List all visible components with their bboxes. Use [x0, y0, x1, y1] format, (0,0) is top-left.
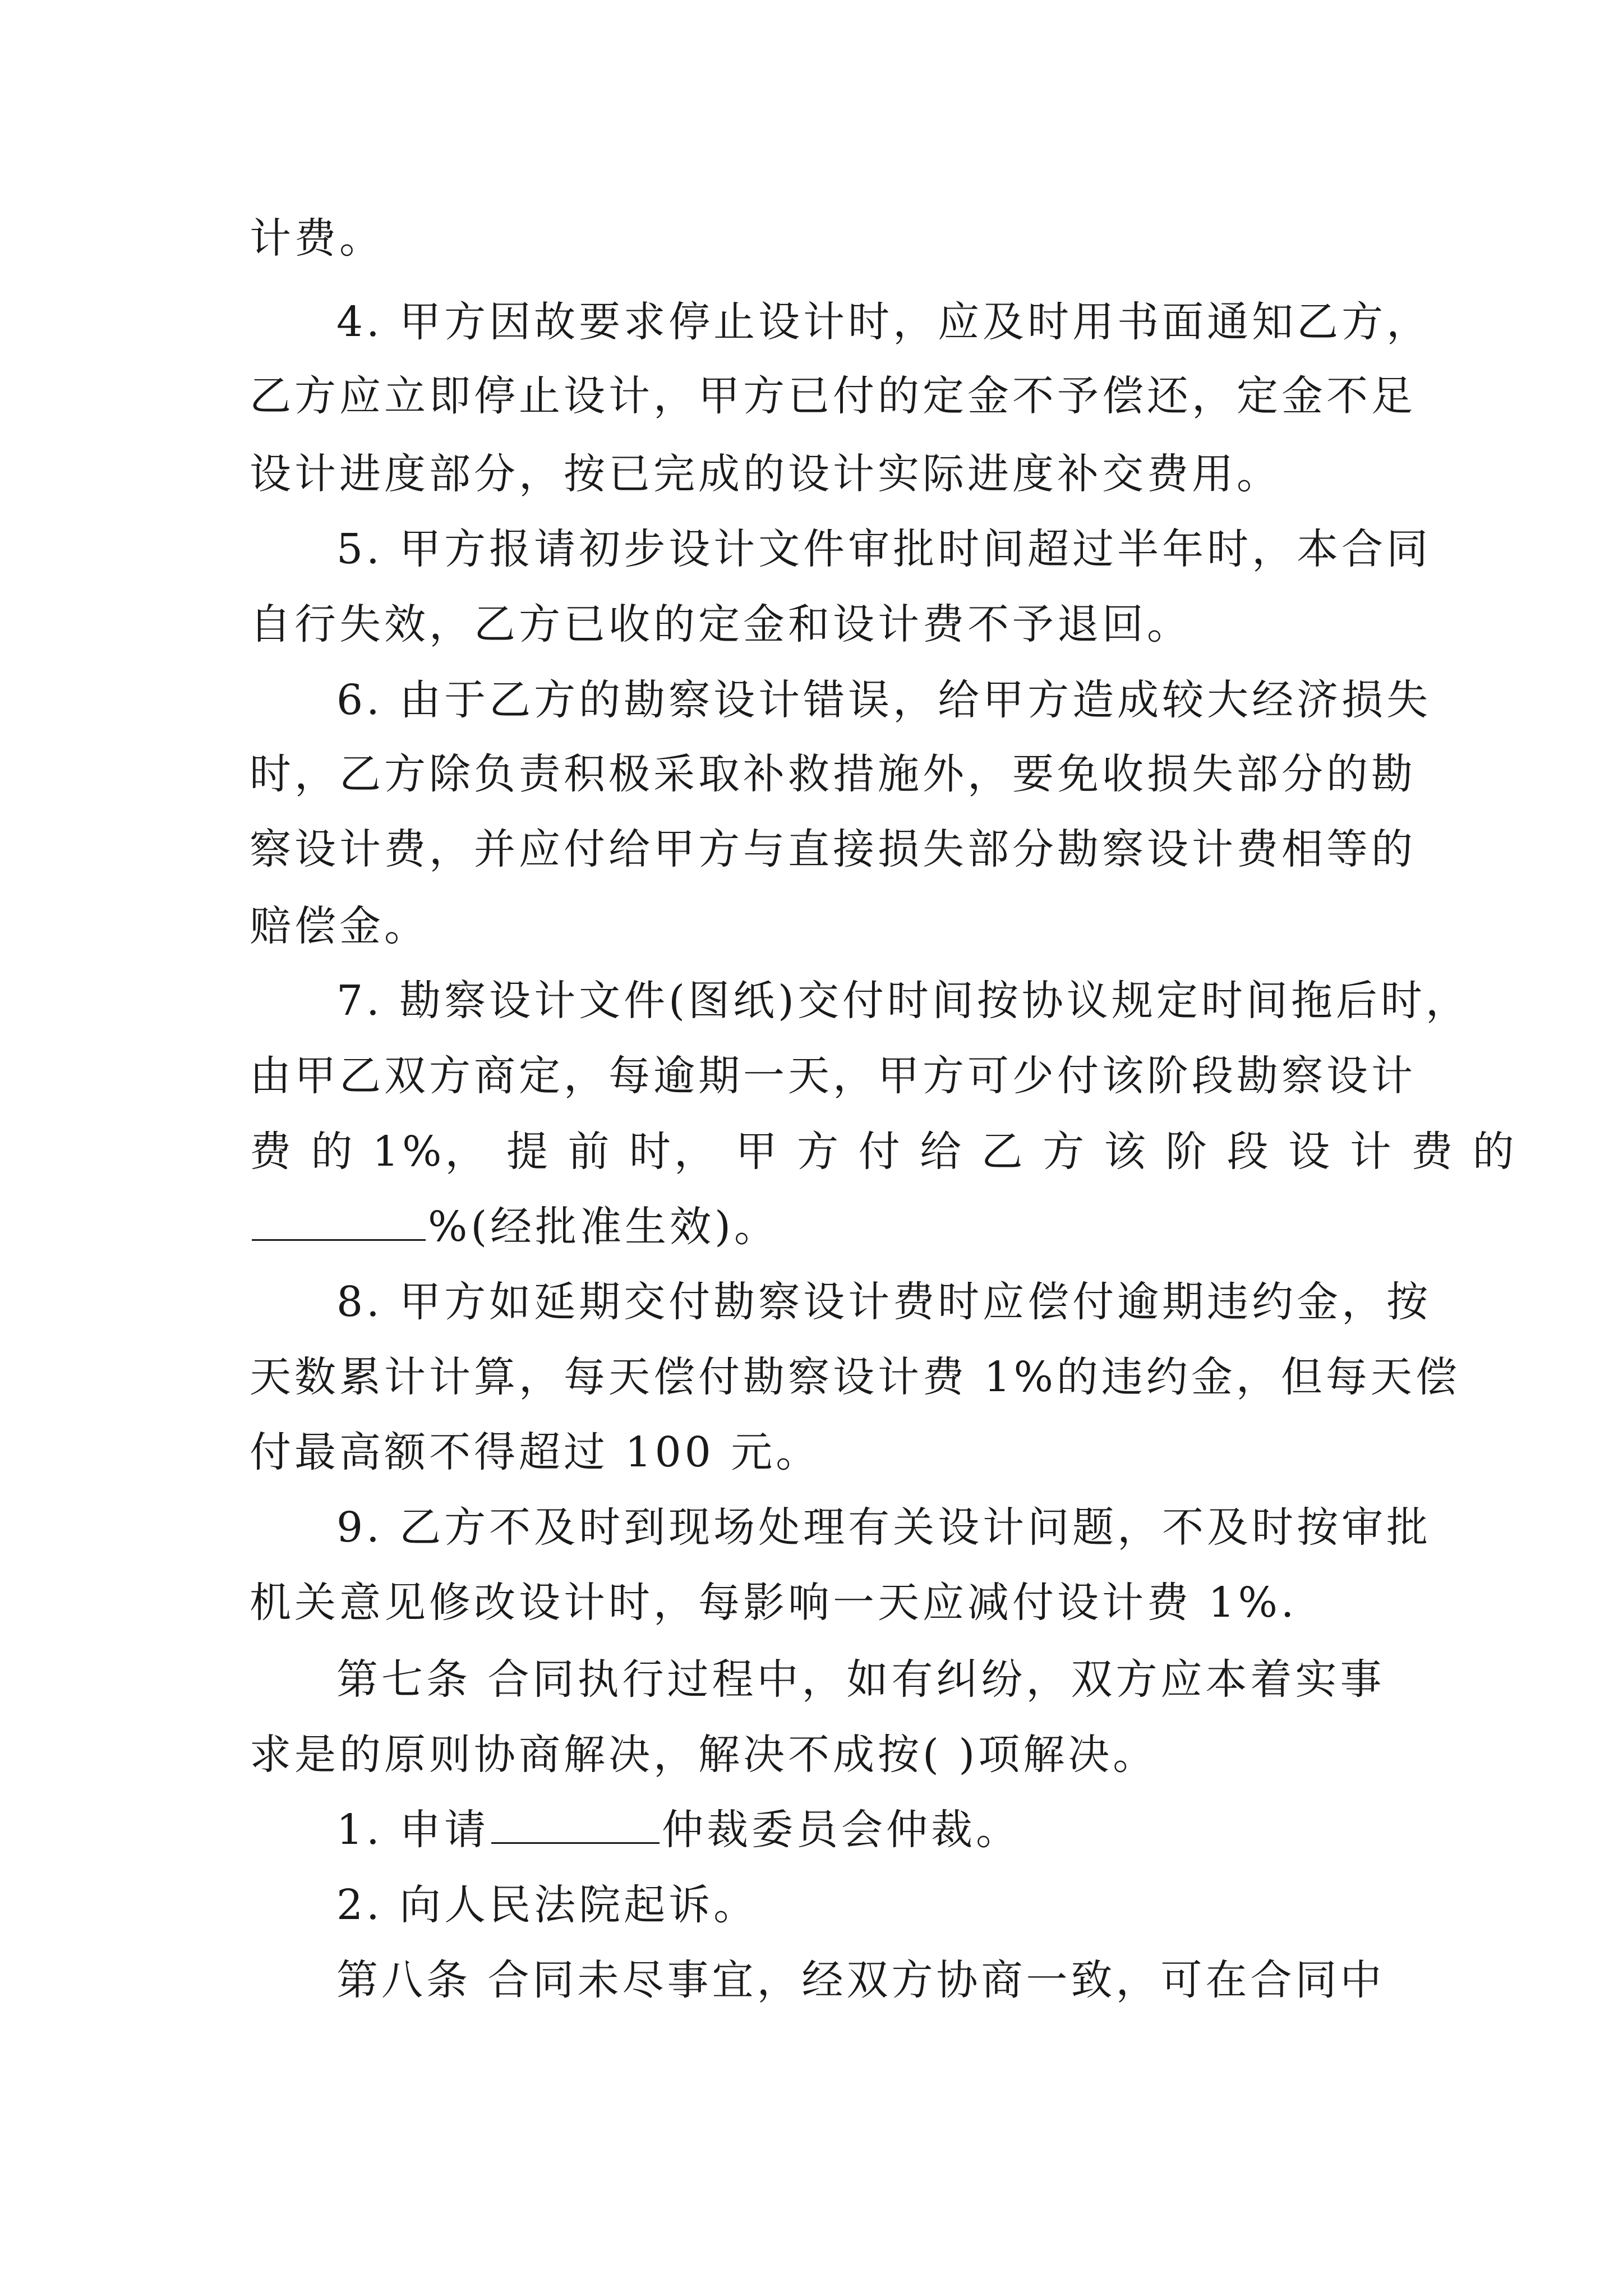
text-line-with-blank — [250, 1196, 1377, 1258]
blank-suffix-text: %(经批准生效)。 — [428, 1203, 780, 1251]
text-line: 7. 勘察设计文件(图纸)交付时间按协议规定时间拖后时， — [336, 977, 1470, 1025]
text-line-with-blank — [336, 1799, 1377, 1861]
text-line: 自行失效，乙方已收的定金和设计费不予退回。 — [250, 600, 1192, 648]
text-line: 4. 甲方因故要求停止设计时，应及时用书面通知乙方， — [336, 298, 1432, 346]
text-line: 察设计费，并应付给甲方与直接损失部分勘察设计费相等的 — [250, 825, 1416, 873]
text-line: 乙方应立即停止设计，甲方已付的定金不予偿还，定金不足 — [250, 372, 1416, 420]
fill-in-blank[interactable] — [252, 1202, 426, 1241]
text-line: 设计进度部分，按已完成的设计实际进度补交费用。 — [250, 450, 1281, 498]
text-line: 第七条 合同执行过程中，如有纠纷，双方应本着实事 — [336, 1655, 1385, 1704]
text-line: 求是的原则协商解决，解决不成按( )项解决。 — [250, 1731, 1158, 1779]
text-line: 5. 甲方报请初步设计文件审批时间超过半年时，本合同 — [336, 525, 1432, 573]
text-line: 机关意见修改设计时，每影响一天应减付设计费 1%. — [250, 1579, 1298, 1627]
text-line: 赔偿金。 — [250, 902, 429, 950]
fill-in-blank[interactable] — [491, 1805, 660, 1844]
text-line: 付最高额不得超过 100 元。 — [250, 1428, 821, 1476]
text-line: 第八条 合同未尽事宜，经双方协商一致，可在合同中 — [336, 1956, 1385, 2004]
text-line: 费 的 1%， 提 前 时， 甲 方 付 给 乙 方 该 阶 段 设 计 费 的 — [250, 1128, 1518, 1176]
text-line: 天数累计计算，每天偿付勘察设计费 1%的违约金，但每天偿 — [250, 1353, 1460, 1401]
blank-prefix-text: 1. 申请 — [336, 1806, 490, 1854]
text-line: 9. 乙方不及时到现场处理有关设计问题，不及时按审批 — [336, 1503, 1432, 1552]
text-line: 时，乙方除负责积极采取补救措施外，要免收损失部分的勘 — [250, 750, 1416, 798]
text-line: 6. 由于乙方的勘察设计错误，给甲方造成较大经济损失 — [336, 676, 1432, 724]
text-line: 8. 甲方如延期交付勘察设计费时应偿付逾期违约金，按 — [336, 1278, 1432, 1326]
blank-suffix-text: 仲裁委员会仲裁。 — [662, 1806, 1021, 1854]
text-line: 计费。 — [250, 214, 384, 263]
text-line: 2. 向人民法院起诉。 — [336, 1881, 759, 1929]
text-line: 由甲乙双方商定，每逾期一天，甲方可少付该阶段勘察设计 — [250, 1052, 1416, 1100]
